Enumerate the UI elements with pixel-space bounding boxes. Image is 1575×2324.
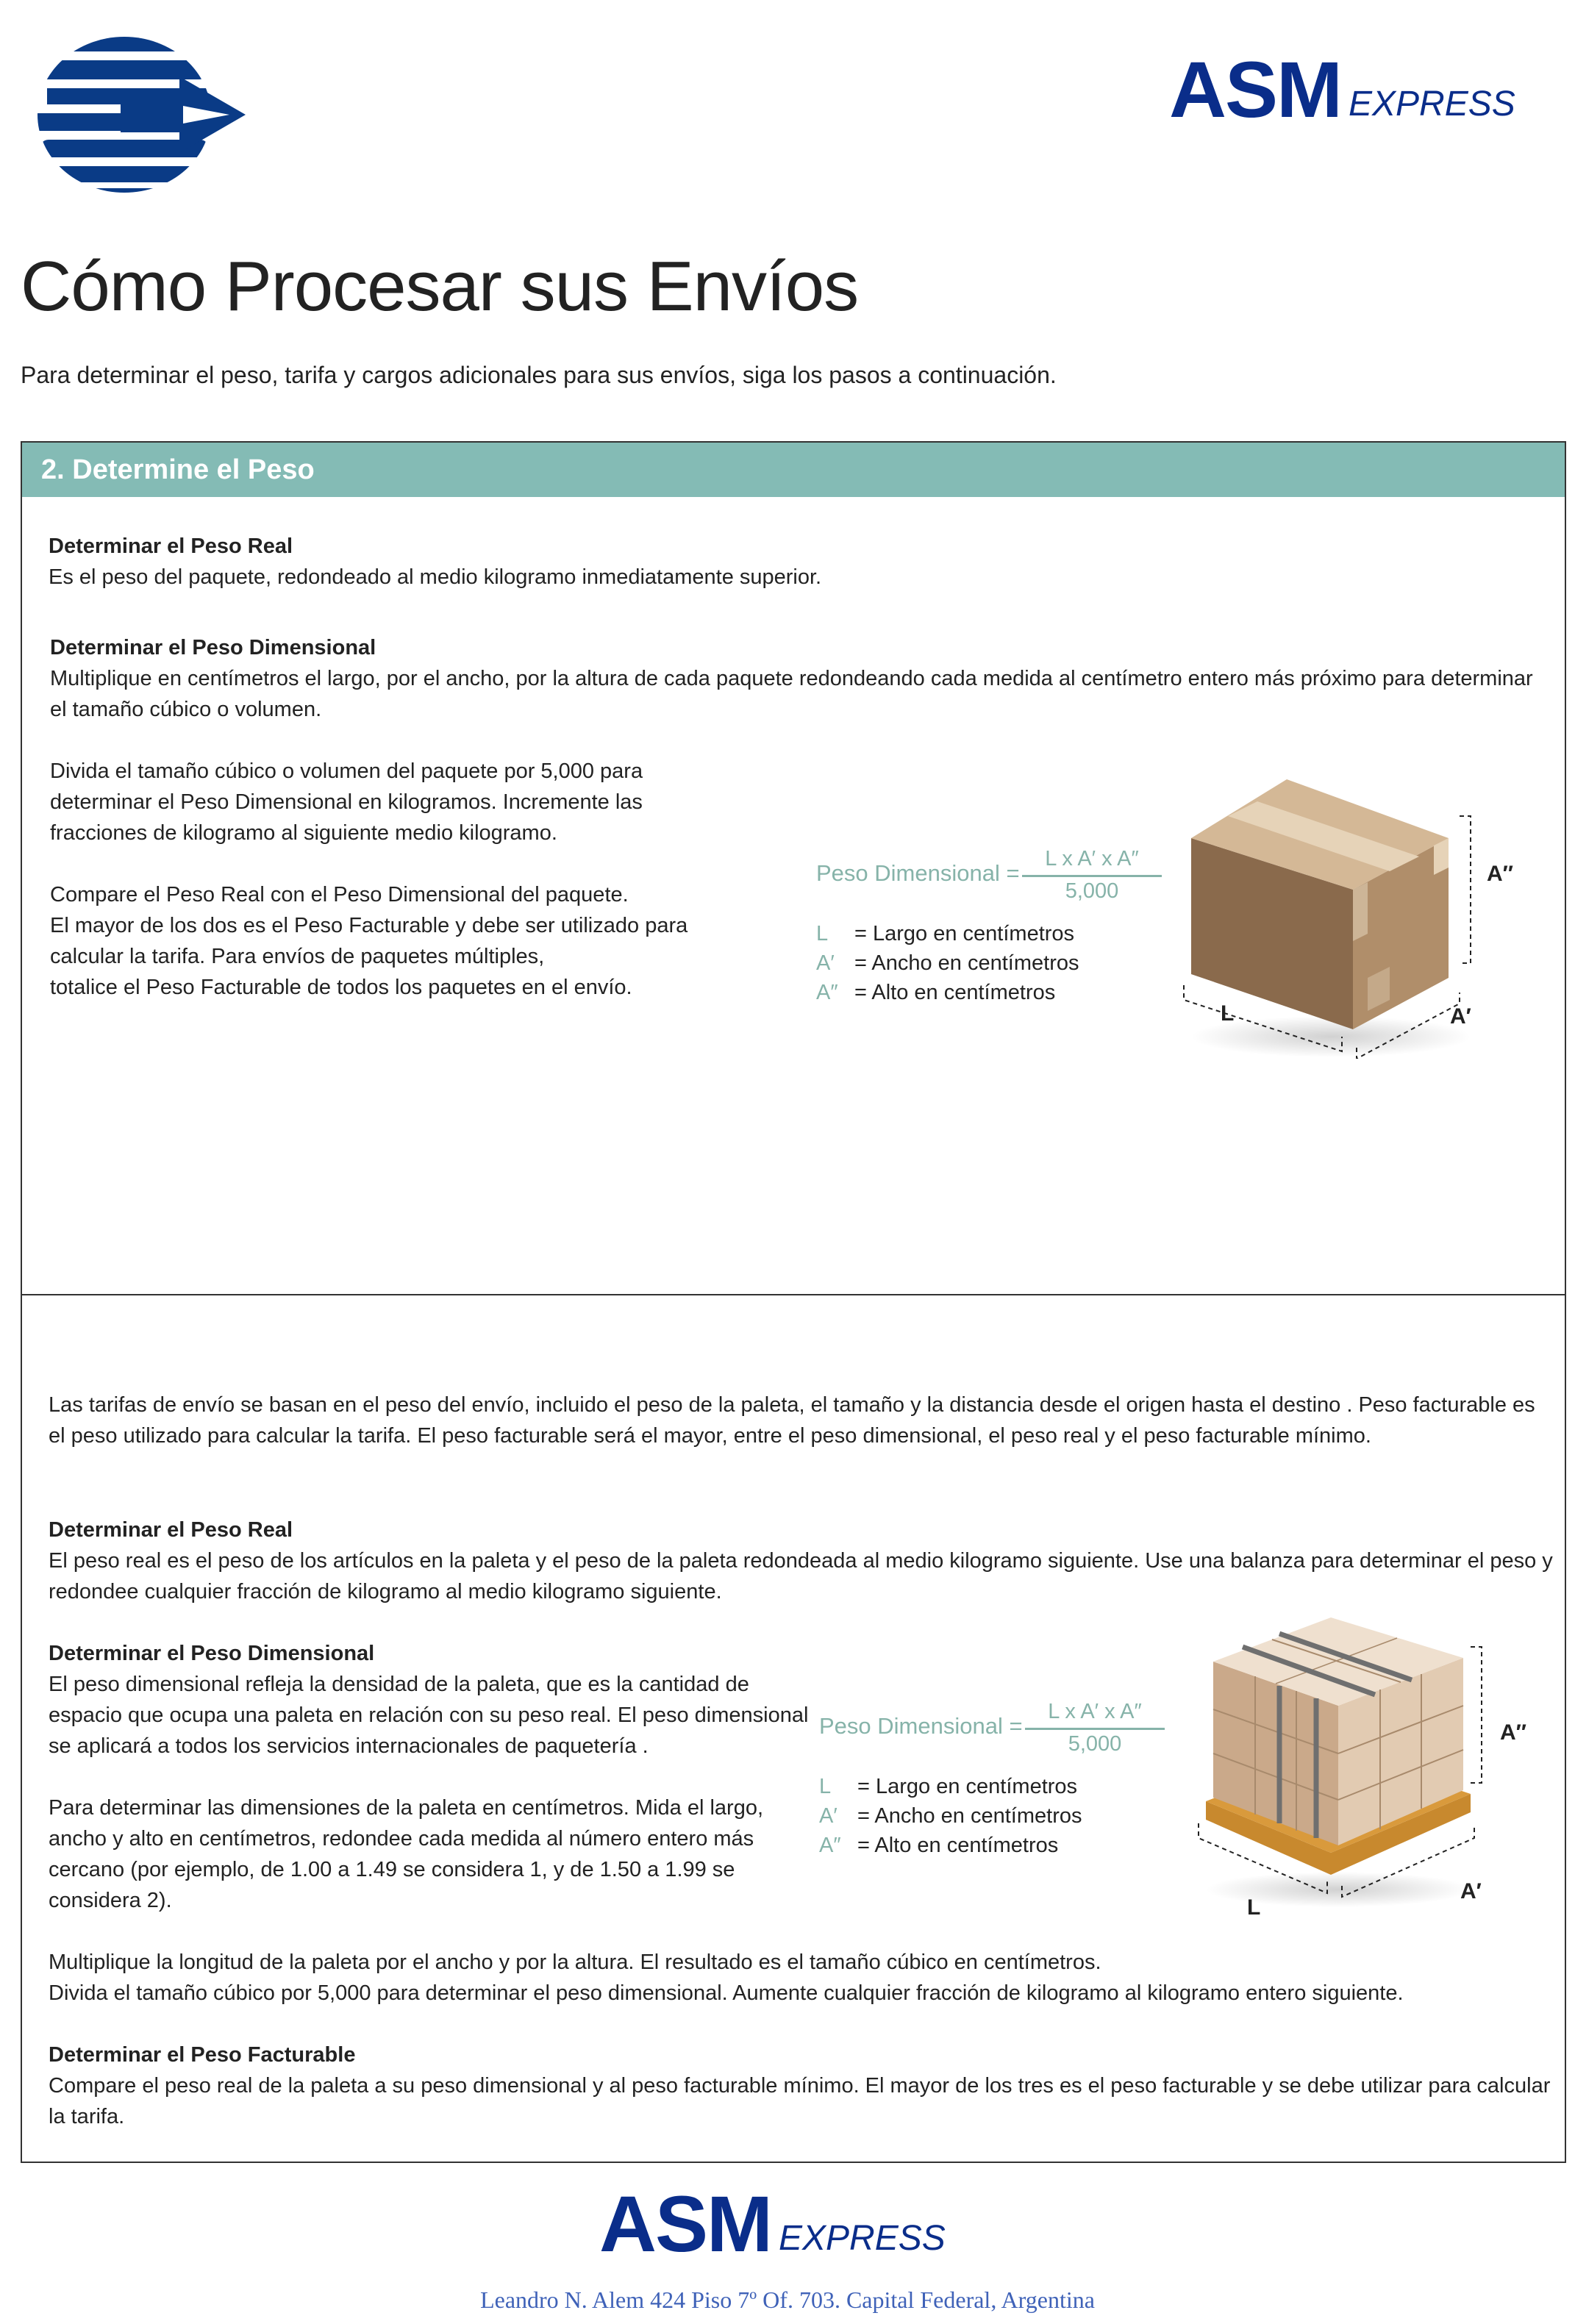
pallet-measure-line: cercano (por ejemplo, de 1.00 a 1.49 se considera 1, y de 1.50 a 1.99 se: [49, 1858, 735, 1881]
divide-text-line: determinar el Peso Dimensional en kilogramos. Incremente las: [50, 790, 643, 814]
legend-text: = Largo en centímetros: [857, 1775, 1078, 1798]
pallet-dim-line: se aplicará a todos los servicios internacionales de paquetería .: [49, 1734, 649, 1758]
pallet-dim-heading: Determinar el Peso Dimensional: [49, 1642, 375, 1665]
pallet-real-line: redondee cualquier fracción de kilogramo al medio kilogramo siguiente.: [49, 1580, 722, 1603]
formula-fraction-line: [1022, 875, 1162, 877]
compare-text-line: Compare el Peso Real con el Peso Dimensional del paquete.: [50, 883, 629, 907]
real-weight-heading: Determinar el Peso Real: [49, 534, 293, 558]
brand-asm-text: ASM: [599, 2179, 771, 2268]
diagram-label-l: L: [1221, 1001, 1235, 1026]
pallet-dim-line: espacio que ocupa una paleta en relación con su peso real. El peso dimensional: [49, 1703, 809, 1727]
dim-weight-text-line: el tamaño cúbico o volumen.: [50, 698, 322, 721]
diagram-label-a2: A″: [1487, 862, 1514, 886]
pallet-multiply-line: Multiplique la longitud de la paleta por el ancho y por la altura. El resultado es el tamaño cúbico en centímetros.: [49, 1951, 1101, 1974]
legend-text: = Largo en centímetros: [854, 922, 1075, 945]
page-title: Cómo Procesar sus Envíos: [21, 247, 859, 326]
brand-express-text: EXPRESS: [1349, 85, 1515, 124]
divide-text-line: Divida el tamaño cúbico o volumen del paquete por 5,000 para: [50, 759, 643, 783]
pallet-fact-line: Compare el peso real de la paleta a su peso dimensional y al peso facturable mínimo. El mayor de los tres es el peso facturable y se debe utilizar para calcular: [49, 2074, 1551, 2098]
formula-numerator: L x A′ x A″: [1048, 1700, 1142, 1723]
legend-symbol: L: [816, 922, 829, 945]
diagram-label-l: L: [1247, 1895, 1261, 1920]
diagram-label-a1: A′: [1460, 1879, 1482, 1903]
pallet-intro-line: Las tarifas de envío se basan en el peso del envío, incluido el peso de la paleta, el tamaño y la distancia desde el origen hasta el destino . Peso facturable es: [49, 1393, 1535, 1417]
formula-numerator: L x A′ x A″: [1045, 847, 1139, 870]
legend-text: = Alto en centímetros: [857, 1834, 1059, 1857]
pallet-intro-line: el peso utilizado para calcular la tarifa. El peso facturable será el mayor, entre el peso dimensional, el peso real y el peso facturable mínimo.: [49, 1424, 1371, 1448]
globe-arrow-logo-icon: [32, 32, 253, 197]
legend-row-a2: [816, 978, 1055, 1007]
legend-symbol: A′: [819, 1804, 838, 1828]
pallet-real-line: El peso real es el peso de los artículos en la paleta y el peso de la paleta redondeada al medio kilogramo siguiente. Use una balanza para determinar el peso y: [49, 1549, 1553, 1573]
compare-text-line: El mayor de los dos es el Peso Facturable y debe ser utilizado para: [50, 914, 688, 937]
dim-weight-heading: Determinar el Peso Dimensional: [50, 636, 376, 659]
legend-symbol: L: [819, 1775, 832, 1798]
formula-denominator: 5,000: [1065, 879, 1119, 903]
legend-symbol: A″: [819, 1834, 841, 1857]
diagram-label-a1: A′: [1450, 1004, 1471, 1029]
legend-text: = Ancho en centímetros: [854, 951, 1079, 975]
pallet-measure-line: ancho y alto en centímetros, redondee cada medida al número entero más: [49, 1827, 754, 1851]
section-heading: 2. Determine el Peso: [41, 454, 315, 485]
pallet-dim-line: El peso dimensional refleja la densidad de la paleta, que es la cantidad de: [49, 1673, 749, 1696]
brand-asm-text: ASM: [1169, 45, 1341, 134]
pallet-fact-line: la tarifa.: [49, 2105, 125, 2128]
diagram-label-a2: A″: [1500, 1720, 1527, 1745]
pallet-illustration: [1191, 1603, 1500, 1912]
legend-row-a1: [816, 948, 1079, 978]
formula-fraction-line: [1025, 1728, 1165, 1730]
pallet-measure-line: considera 2).: [49, 1889, 172, 1912]
dim-weight-text-line: Multiplique en centímetros el largo, por el ancho, por la altura de cada paquete redondeando cada medida al centímetro entero más próximo para determinar: [50, 667, 1533, 690]
legend-row-l: [816, 919, 1074, 948]
legend-row-a1: [819, 1801, 1082, 1831]
divide-text-line: fracciones de kilogramo al siguiente medio kilogramo.: [50, 821, 557, 845]
legend-symbol: A′: [816, 951, 835, 975]
legend-text: = Ancho en centímetros: [857, 1804, 1082, 1828]
brand-express-text: EXPRESS: [779, 2219, 946, 2258]
pallet-measure-line: Para determinar las dimensiones de la paleta en centímetros. Mida el largo,: [49, 1796, 764, 1820]
brand-logo-footer: [599, 2180, 1040, 2268]
brand-logo-header: [1169, 46, 1537, 134]
legend-row-a2: [819, 1831, 1058, 1860]
intro-text: Para determinar el peso, tarifa y cargos adicionales para sus envíos, siga los pasos a continuación.: [21, 362, 1057, 388]
formula-denominator: 5,000: [1068, 1732, 1122, 1756]
formula-label: Peso Dimensional =: [816, 860, 1020, 886]
legend-row-l: [819, 1772, 1077, 1801]
legend-text: = Alto en centímetros: [854, 981, 1056, 1004]
pallet-multiply-line: Divida el tamaño cúbico por 5,000 para determinar el peso dimensional. Aumente cualquier fracción de kilogramo al kilogramo entero siguiente.: [49, 1981, 1404, 2005]
legend-symbol: A″: [816, 981, 838, 1004]
company-address: Leandro N. Alem 424 Piso 7º Of. 703. Capital Federal, Argentina: [480, 2287, 1095, 2313]
real-weight-text: Es el peso del paquete, redondeado al medio kilogramo inmediatamente superior.: [49, 565, 822, 589]
formula-label: Peso Dimensional =: [819, 1713, 1023, 1739]
compare-text-line: calcular la tarifa. Para envíos de paquetes múltiples,: [50, 945, 545, 968]
pallet-fact-heading: Determinar el Peso Facturable: [49, 2043, 356, 2067]
compare-text-line: totalice el Peso Facturable de todos los paquetes en el envío.: [50, 976, 632, 999]
pallet-real-heading: Determinar el Peso Real: [49, 1518, 293, 1542]
